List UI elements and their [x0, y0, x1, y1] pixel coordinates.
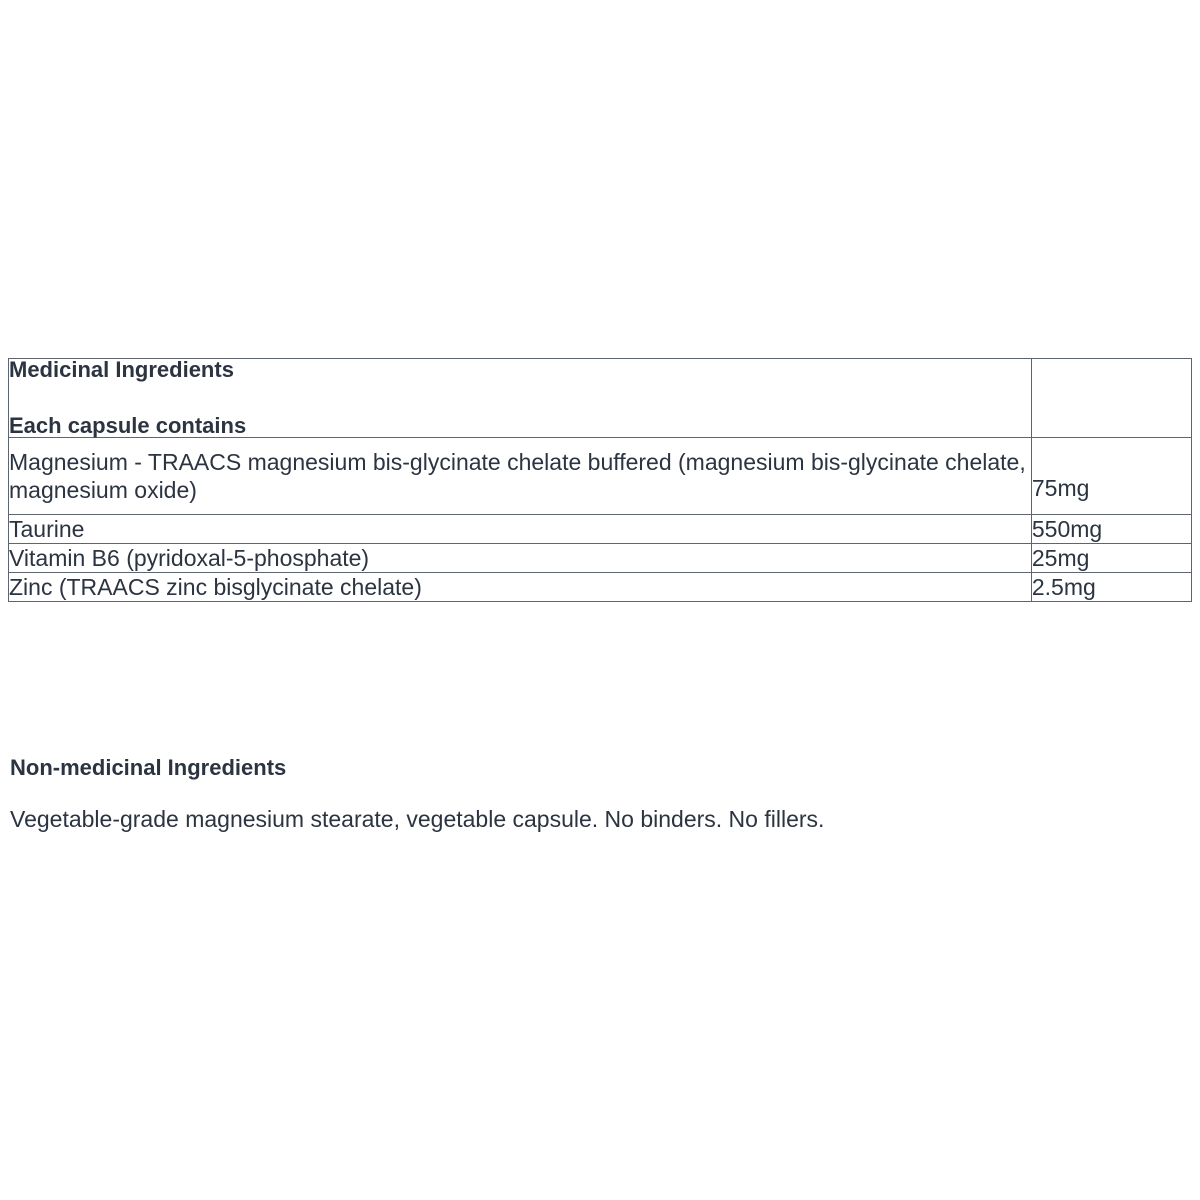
ingredient-amount: 75mg [1031, 438, 1191, 515]
medicinal-ingredients-title: Medicinal Ingredients [9, 357, 234, 382]
table-header-amount-cell [1031, 359, 1191, 438]
table-row [9, 438, 1192, 515]
table-header-row [9, 359, 1192, 438]
table-row [9, 544, 1192, 573]
medicinal-ingredients-table [8, 358, 1192, 602]
ingredient-name: Vitamin B6 (pyridoxal-5-phosphate) [9, 544, 1032, 573]
table-row [9, 573, 1192, 602]
ingredient-name: Magnesium - TRAACS magnesium bis-glycinate chelate buffered (magnesium bis-glycinate chelate, magnesium oxide) [9, 438, 1032, 515]
ingredient-name: Zinc (TRAACS zinc bisglycinate chelate) [9, 573, 1032, 602]
table-row [9, 515, 1192, 544]
table-header-cell [9, 359, 1032, 438]
ingredient-amount: 25mg [1031, 544, 1191, 573]
ingredient-amount: 2.5mg [1031, 573, 1191, 602]
non-medicinal-ingredients-text: Vegetable-grade magnesium stearate, vegetable capsule. No binders. No fillers. [10, 806, 825, 832]
non-medicinal-ingredients-title: Non-medicinal Ingredients [10, 755, 287, 780]
ingredient-amount: 550mg [1031, 515, 1191, 544]
ingredient-name: Taurine [9, 515, 1032, 544]
each-capsule-contains-label: Each capsule contains [9, 413, 247, 438]
